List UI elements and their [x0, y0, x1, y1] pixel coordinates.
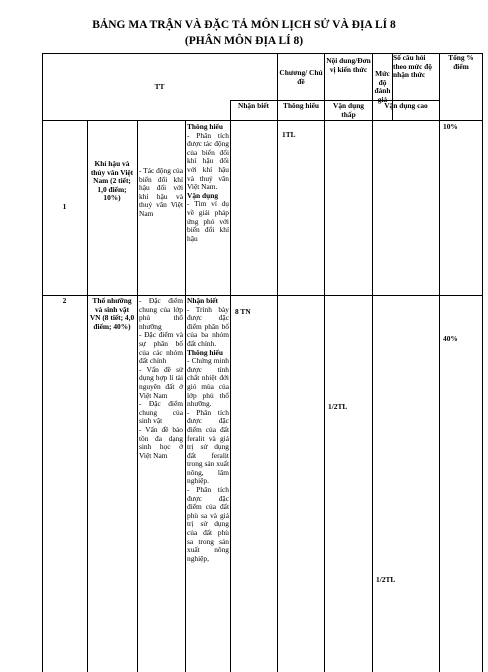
row2-content-item: - Vấn đề bảo tồn đa dạng sinh học ở Việt Nam [139, 424, 183, 460]
row1-criteria-heading: Thông hiểu [187, 123, 223, 131]
col-line [372, 53, 373, 672]
row1-thong-hieu: 1TL [282, 130, 296, 139]
row2-content-item: - Vấn đề sử dụng hợp lí tài nguyên đất ở Việt Nam [139, 364, 183, 400]
col-line [439, 53, 440, 672]
row1-percent: 10% [443, 122, 458, 131]
row2-van-dung-thap: 1/2TL [328, 402, 348, 411]
row1-tt: 1 [62, 202, 67, 211]
header-thong-hieu: Thông hiểu [283, 101, 319, 110]
row2-criteria-text-4: - Phân tích được đặc điểm của đất phù sa và giá trị sử dụng của đất phù sa trong sản xuất nông nghiệp, [187, 485, 229, 563]
row2-criteria [187, 297, 229, 671]
header-level: Mức độ đánh giá [374, 69, 391, 104]
row2-content [139, 297, 183, 460]
row1-criteria [187, 123, 229, 295]
col-line [42, 53, 43, 672]
row2-nhan-biet: 8 TN [235, 307, 251, 316]
col-line [324, 53, 325, 672]
row2-content-item: - Đặc điểm và sự phân bố của các nhóm đất chính [139, 330, 183, 366]
row2-criteria-heading: Nhận biết [187, 297, 219, 305]
col-line [87, 120, 88, 672]
row2-van-dung-cao: 1/2TL [376, 575, 396, 584]
header-chapter: Chương/ Chủ đề [279, 68, 323, 86]
col-line [185, 120, 186, 672]
header-total-percent: Tổng % điểm [448, 53, 474, 71]
row2-tt: 2 [62, 296, 67, 305]
row1-criteria-heading-2: Vận dụng [187, 190, 219, 200]
header-nhan-biet: Nhận biết [237, 101, 269, 110]
header-van-dung-thap: Vận dụng thấp [332, 101, 365, 119]
row2-content-item: - Đặc điểm chung của lớp phủ thổ nhưỡng [139, 296, 183, 331]
matrix-table [42, 53, 482, 672]
row2-chapter: Thổ nhưỡng và sinh vật VN (8 tiết; 4,0 điểm; 40%) [89, 296, 135, 331]
row1-chapter: Khí hậu và thủy văn Việt Nam (2 tiết; 1,0 điểm; 10%) [90, 159, 134, 203]
col-line [277, 53, 278, 672]
row1-criteria-text: - Phân tích được tác động của biến đổi khí hậu đối với khí hậu và thuỷ văn Việt Nam. [187, 130, 229, 192]
document-title: BẢNG MA TRẬN VÀ ĐẶC TẢ MÔN LỊCH SỬ VÀ ĐỊA LÍ 8 [92, 19, 396, 31]
row1-criteria-text-2: - Tìm ví dụ về giải pháp ứng phó với biến đổi khí hậu [187, 199, 229, 243]
row2-criteria-text-3: - Phân tích được đặc điểm của đất feralit và giá trị sử dụng đất feralit trong sản xuất nông, lâm nghiệp. [187, 407, 229, 486]
col-line [137, 120, 138, 672]
header-bottom-line [42, 120, 482, 121]
row2-criteria-text-2: - Chứng minh được tính chất nhiệt đới gió mùa của lớp phủ thổ nhưỡng. [187, 356, 229, 409]
row2-criteria-text: - Trình bày được đặc điểm phân bố của ba nhóm đất chính. [187, 304, 229, 348]
header-content-unit: Nội dung/Đơn vị kiến thức [326, 56, 371, 74]
document-subtitle: (PHÂN MÔN ĐỊA LÍ 8) [184, 35, 304, 47]
row2-criteria-heading-2: Thông hiểu [187, 347, 223, 357]
row1-content: - Tác động của biến đổi khí hậu đối với khí hậu và thuỷ văn Việt Nam [139, 166, 183, 218]
header-question-count: Số câu hỏi theo mức độ nhận thức [393, 53, 432, 80]
col-line [482, 53, 483, 672]
header-van-dung-cao: Vận dụng cao [384, 101, 428, 110]
col-line [230, 100, 231, 672]
header-tt: TT [154, 82, 165, 91]
row2-content-item: - Đặc điểm chung của sinh vật [139, 399, 183, 426]
row2-percent: 40% [443, 334, 458, 343]
